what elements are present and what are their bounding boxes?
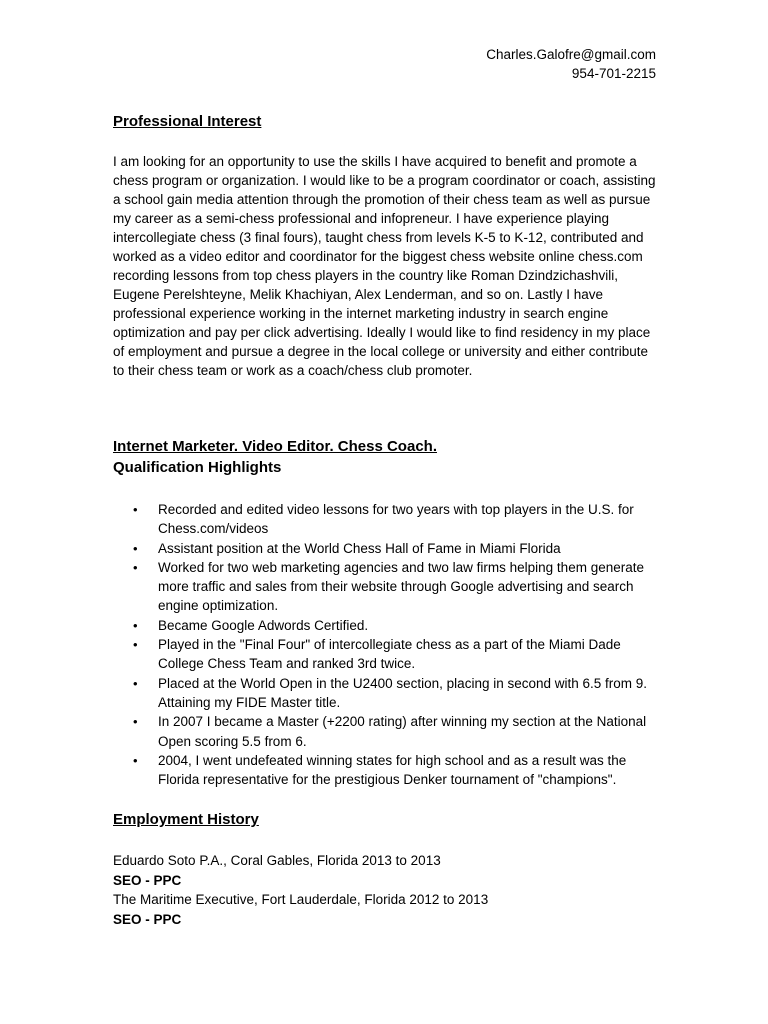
list-item <box>113 751 653 790</box>
bullet-icon: • <box>133 502 138 517</box>
list-item <box>113 674 653 713</box>
qualification-highlights-list <box>113 500 653 789</box>
employment-list <box>113 851 488 929</box>
list-item-text: Played in the "Final Four" of intercollegiate chess as a part of the Miami Dade College Chess Team and ranked 3rd twice. <box>158 637 621 672</box>
list-item <box>113 539 653 558</box>
professional-interest-paragraph: I am looking for an opportunity to use the skills I have acquired to benefit and promote a chess program or organization. I would like to be a program coordinator or coach, assisting a school gain media attention through the promotion of their chess team as well as pursue my career as a semi-chess professional and infopreneur. I have experience playing intercollegiate chess (3 final fours), taught chess from levels K-5 to K-12, contributed and worked as a video editor and coordinator for the biggest chess website online chess.com recording lessons from top chess players in the country like Roman Dzindzichashvili, Eugene Perelshteyne, Melik Khachiyan, Alex Lenderman, and so on. Lastly I have professional experience working in the internet marketing industry in search engine optimization and pay per click advertising. Ideally I would like to find residency in my place of employment and pursue a degree in the local college or university and either contribute to their chess team or work as a coach/chess club promoter. <box>113 154 656 378</box>
job-employer: The Maritime Executive, Fort Lauderdale, Florida 2012 to 2013 <box>113 892 489 907</box>
tagline-heading: Internet Marketer. Video Editor. Chess Coach. <box>113 438 437 455</box>
list-item-text: 2004, I went undefeated winning states for high school and as a result was the Florida representative for the prestigious Denker tournament of "champions". <box>158 752 627 788</box>
bullet-icon: • <box>133 617 138 633</box>
bullet-icon: • <box>133 559 138 575</box>
professional-interest-heading: Professional Interest <box>113 113 262 130</box>
list-item <box>113 712 653 751</box>
bullet-icon: • <box>133 752 138 768</box>
qualification-highlights-heading: Qualification Highlights <box>113 459 282 476</box>
list-item-text: Assistant position at the World Chess Hall of Fame in Miami Florida <box>158 540 561 556</box>
list-item <box>113 500 653 539</box>
list-item-text: Became Google Adwords Certified. <box>158 617 369 633</box>
bullet-icon: • <box>133 675 138 691</box>
list-item-text: Placed at the World Open in the U2400 section, placing in second with 6.5 from 9. Attaining my FIDE Master title. <box>158 675 648 710</box>
job-employer: Eduardo Soto P.A., Coral Gables, Florida 2013 to 2013 <box>113 853 441 868</box>
bullet-icon: • <box>133 714 138 730</box>
list-item-text: In 2007 I became a Master (+2200 rating) after winning my section at the National Open scoring 5.5 from 6. <box>158 714 647 749</box>
list-item <box>113 635 653 674</box>
list-item-text: Worked for two web marketing agencies and two law firms helping them generate more traffic and sales from their website through Google advertising and search engine optimization. <box>158 559 644 614</box>
job-title: SEO - PPC <box>113 911 182 927</box>
list-item <box>113 558 653 616</box>
list-item-text: Recorded and edited video lessons for two years with top players in the U.S. for Chess.com/videos <box>158 502 634 537</box>
job-title: SEO - PPC <box>113 872 182 888</box>
contact-email: Charles.Galofre@gmail.com <box>486 47 656 62</box>
bullet-icon: • <box>133 540 138 556</box>
contact-phone: 954-701-2215 <box>571 66 656 81</box>
contact-block <box>486 45 656 83</box>
list-item <box>113 616 653 635</box>
employment-history-heading: Employment History <box>113 811 259 828</box>
bullet-icon: • <box>133 637 138 653</box>
